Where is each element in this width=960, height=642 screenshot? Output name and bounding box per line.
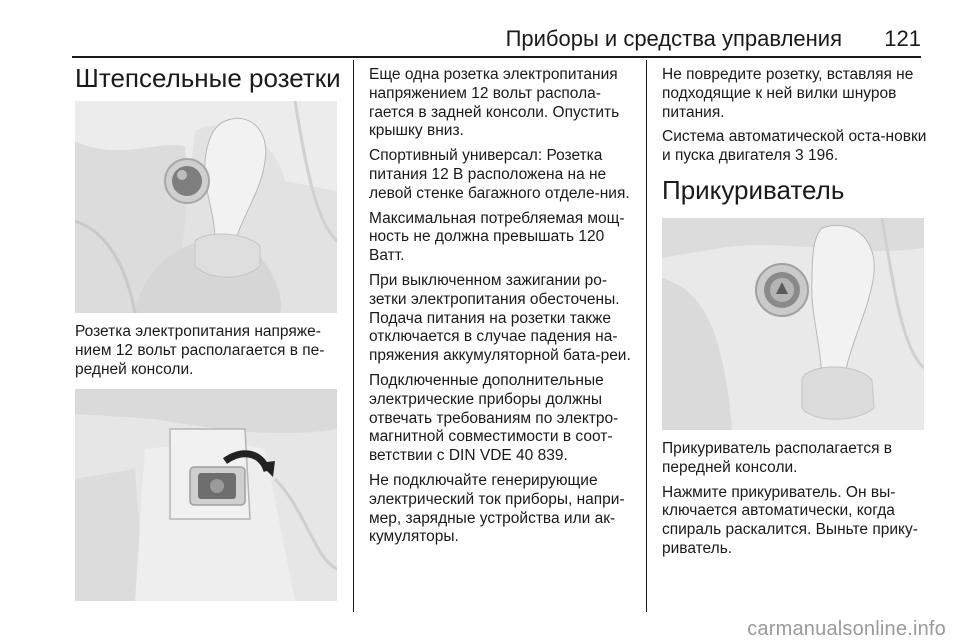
paragraph: Не подключайте генерирующие электрический ток приборы, напри-мер, зарядные устройства или ак-кумуляторы. — [369, 471, 625, 546]
column-2 — [369, 66, 639, 553]
paragraph: Нажмите прикуриватель. Он вы-ключается автоматически, когда спираль раскалится. Выньте прику-риватель. — [662, 483, 918, 557]
column-3 — [662, 66, 932, 565]
watermark: carmanualsonline.info — [747, 618, 946, 640]
column-1 — [75, 62, 345, 601]
page-number: 121 — [884, 26, 921, 51]
section-title-cigarette-lighter: Прикуриватель — [662, 174, 845, 205]
paragraph: Прикуриватель располагается в передней консоли. — [662, 439, 893, 476]
power-socket-rear-console-photo — [75, 389, 337, 601]
paragraph: Подключенные дополнительные электрические приборы должны отвечать требованиям по электро-магнитной совместимости в соот-ветствии с DIN VDE 40 839. — [369, 371, 619, 465]
paragraph: Спортивный универсал: Розетка питания 12 В расположена на не левой стенке багажного отделе-ния. — [369, 147, 630, 202]
cigarette-lighter-photo — [662, 218, 924, 430]
column-divider — [646, 60, 647, 612]
paragraph: Система автоматической оста-новки и пуска двигателя 3 196. — [662, 128, 927, 165]
paragraph: Максимальная потребляемая мощ-ность не должна превышать 120 Ватт. — [369, 209, 625, 265]
page-header-title: Приборы и средства управления — [505, 26, 842, 51]
column-divider — [353, 60, 354, 612]
caption-front-socket: Розетка электропитания напряже-нием 12 вольт располагается в пе-редней консоли. — [75, 323, 325, 378]
power-socket-front-console-photo — [75, 101, 337, 313]
paragraph: Не повредите розетку, вставляя не подходящие к ней вилки шнуров питания. — [662, 66, 914, 121]
section-title-sockets: Штепсельные розетки — [75, 63, 341, 93]
header-rule — [72, 56, 921, 58]
paragraph: При выключенном зажигании ро-зетки электропитания обесточены. Подача питания на розетки также отключается в случае падения на-пряжения аккумуляторной бата-реи. — [369, 271, 631, 365]
paragraph: Еще одна розетка электропитания напряжением 12 вольт распола-гается в задней консоли. Опустить крышку вниз. — [369, 66, 620, 140]
